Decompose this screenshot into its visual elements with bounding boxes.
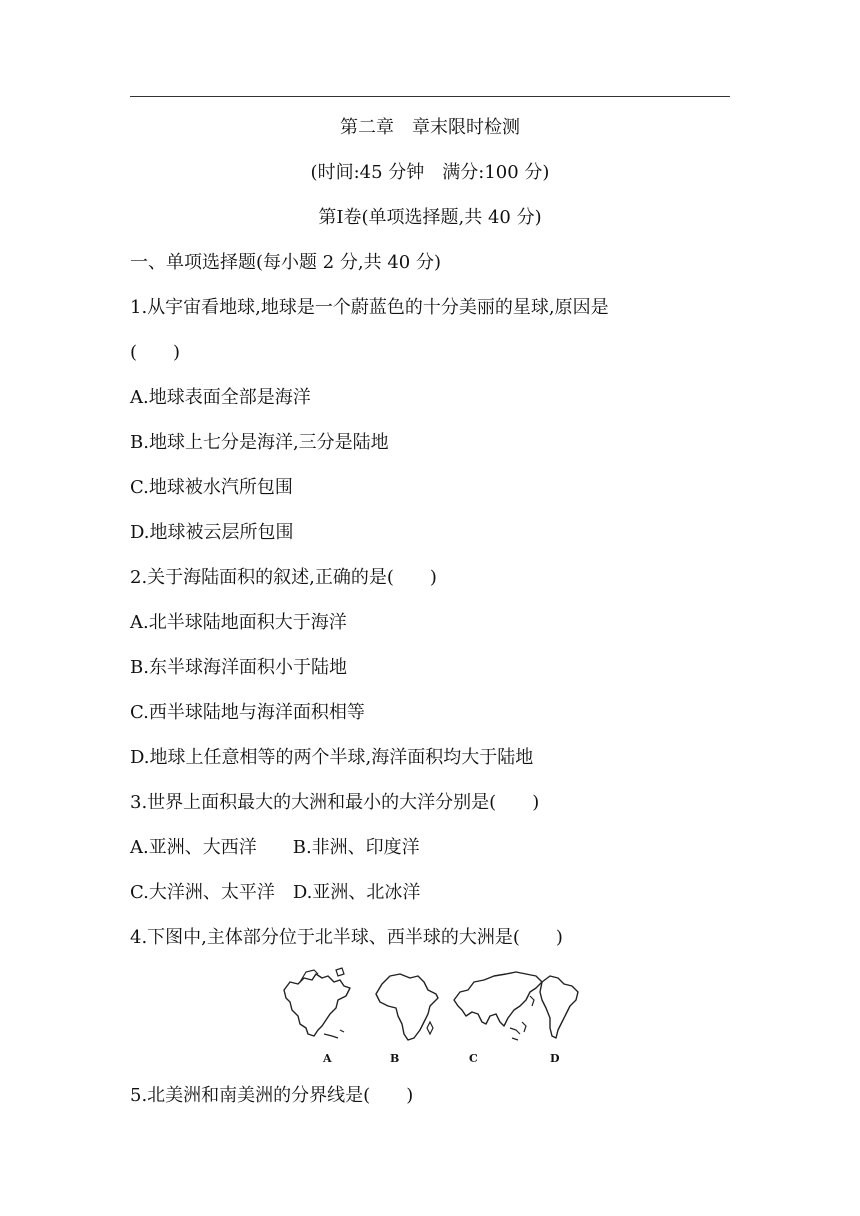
south-america-map-icon — [532, 964, 588, 1050]
question-1-stem: 1.从宇宙看地球,地球是一个蔚蓝色的十分美丽的星球,原因是 — [130, 297, 609, 318]
map-label-b: B — [390, 1052, 400, 1065]
question-2-option-b: B.东半球海洋面积小于陆地 — [130, 657, 347, 678]
question-1-option-b: B.地球上七分是海洋,三分是陆地 — [130, 432, 389, 453]
africa-map-icon — [368, 964, 444, 1050]
question-1-option-a: A.地球表面全部是海洋 — [130, 387, 311, 408]
question-3-options-row-1: A.亚洲、大西洋 B.非洲、印度洋 — [130, 837, 420, 858]
question-2-stem: 2.关于海陆面积的叙述,正确的是( ) — [130, 567, 437, 588]
volume-heading: 第Ⅰ卷(单项选择题,共 40 分) — [318, 207, 542, 228]
question-1-option-c: C.地球被水汽所包围 — [130, 477, 293, 498]
question-2-option-d: D.地球上任意相等的两个半球,海洋面积均大于陆地 — [130, 747, 534, 768]
header-rule — [130, 96, 730, 97]
north-america-map-icon — [278, 964, 358, 1050]
question-1-stem-cont: ( ) — [130, 342, 181, 363]
map-label-d: D — [550, 1052, 560, 1065]
question-2-option-c: C.西半球陆地与海洋面积相等 — [130, 702, 365, 723]
map-label-a: A — [323, 1052, 332, 1065]
question-3-options-row-2: C.大洋洲、太平洋 D.亚洲、北冰洋 — [130, 882, 421, 903]
exam-info: (时间:45 分钟 满分:100 分) — [310, 162, 550, 183]
section-heading: 一、单项选择题(每小题 2 分,共 40 分) — [130, 252, 442, 273]
question-4-stem: 4.下图中,主体部分位于北半球、西半球的大洲是( ) — [130, 927, 563, 948]
map-label-c: C — [469, 1052, 478, 1065]
continent-map-figure — [278, 964, 588, 1068]
page-title: 第二章 章末限时检测 — [340, 117, 520, 138]
question-1-option-d: D.地球被云层所包围 — [130, 522, 294, 543]
question-5-stem: 5.北美洲和南美洲的分界线是( ) — [130, 1085, 414, 1106]
question-3-stem: 3.世界上面积最大的大洲和最小的大洋分别是( ) — [130, 792, 540, 813]
question-2-option-a: A.北半球陆地面积大于海洋 — [130, 612, 347, 633]
